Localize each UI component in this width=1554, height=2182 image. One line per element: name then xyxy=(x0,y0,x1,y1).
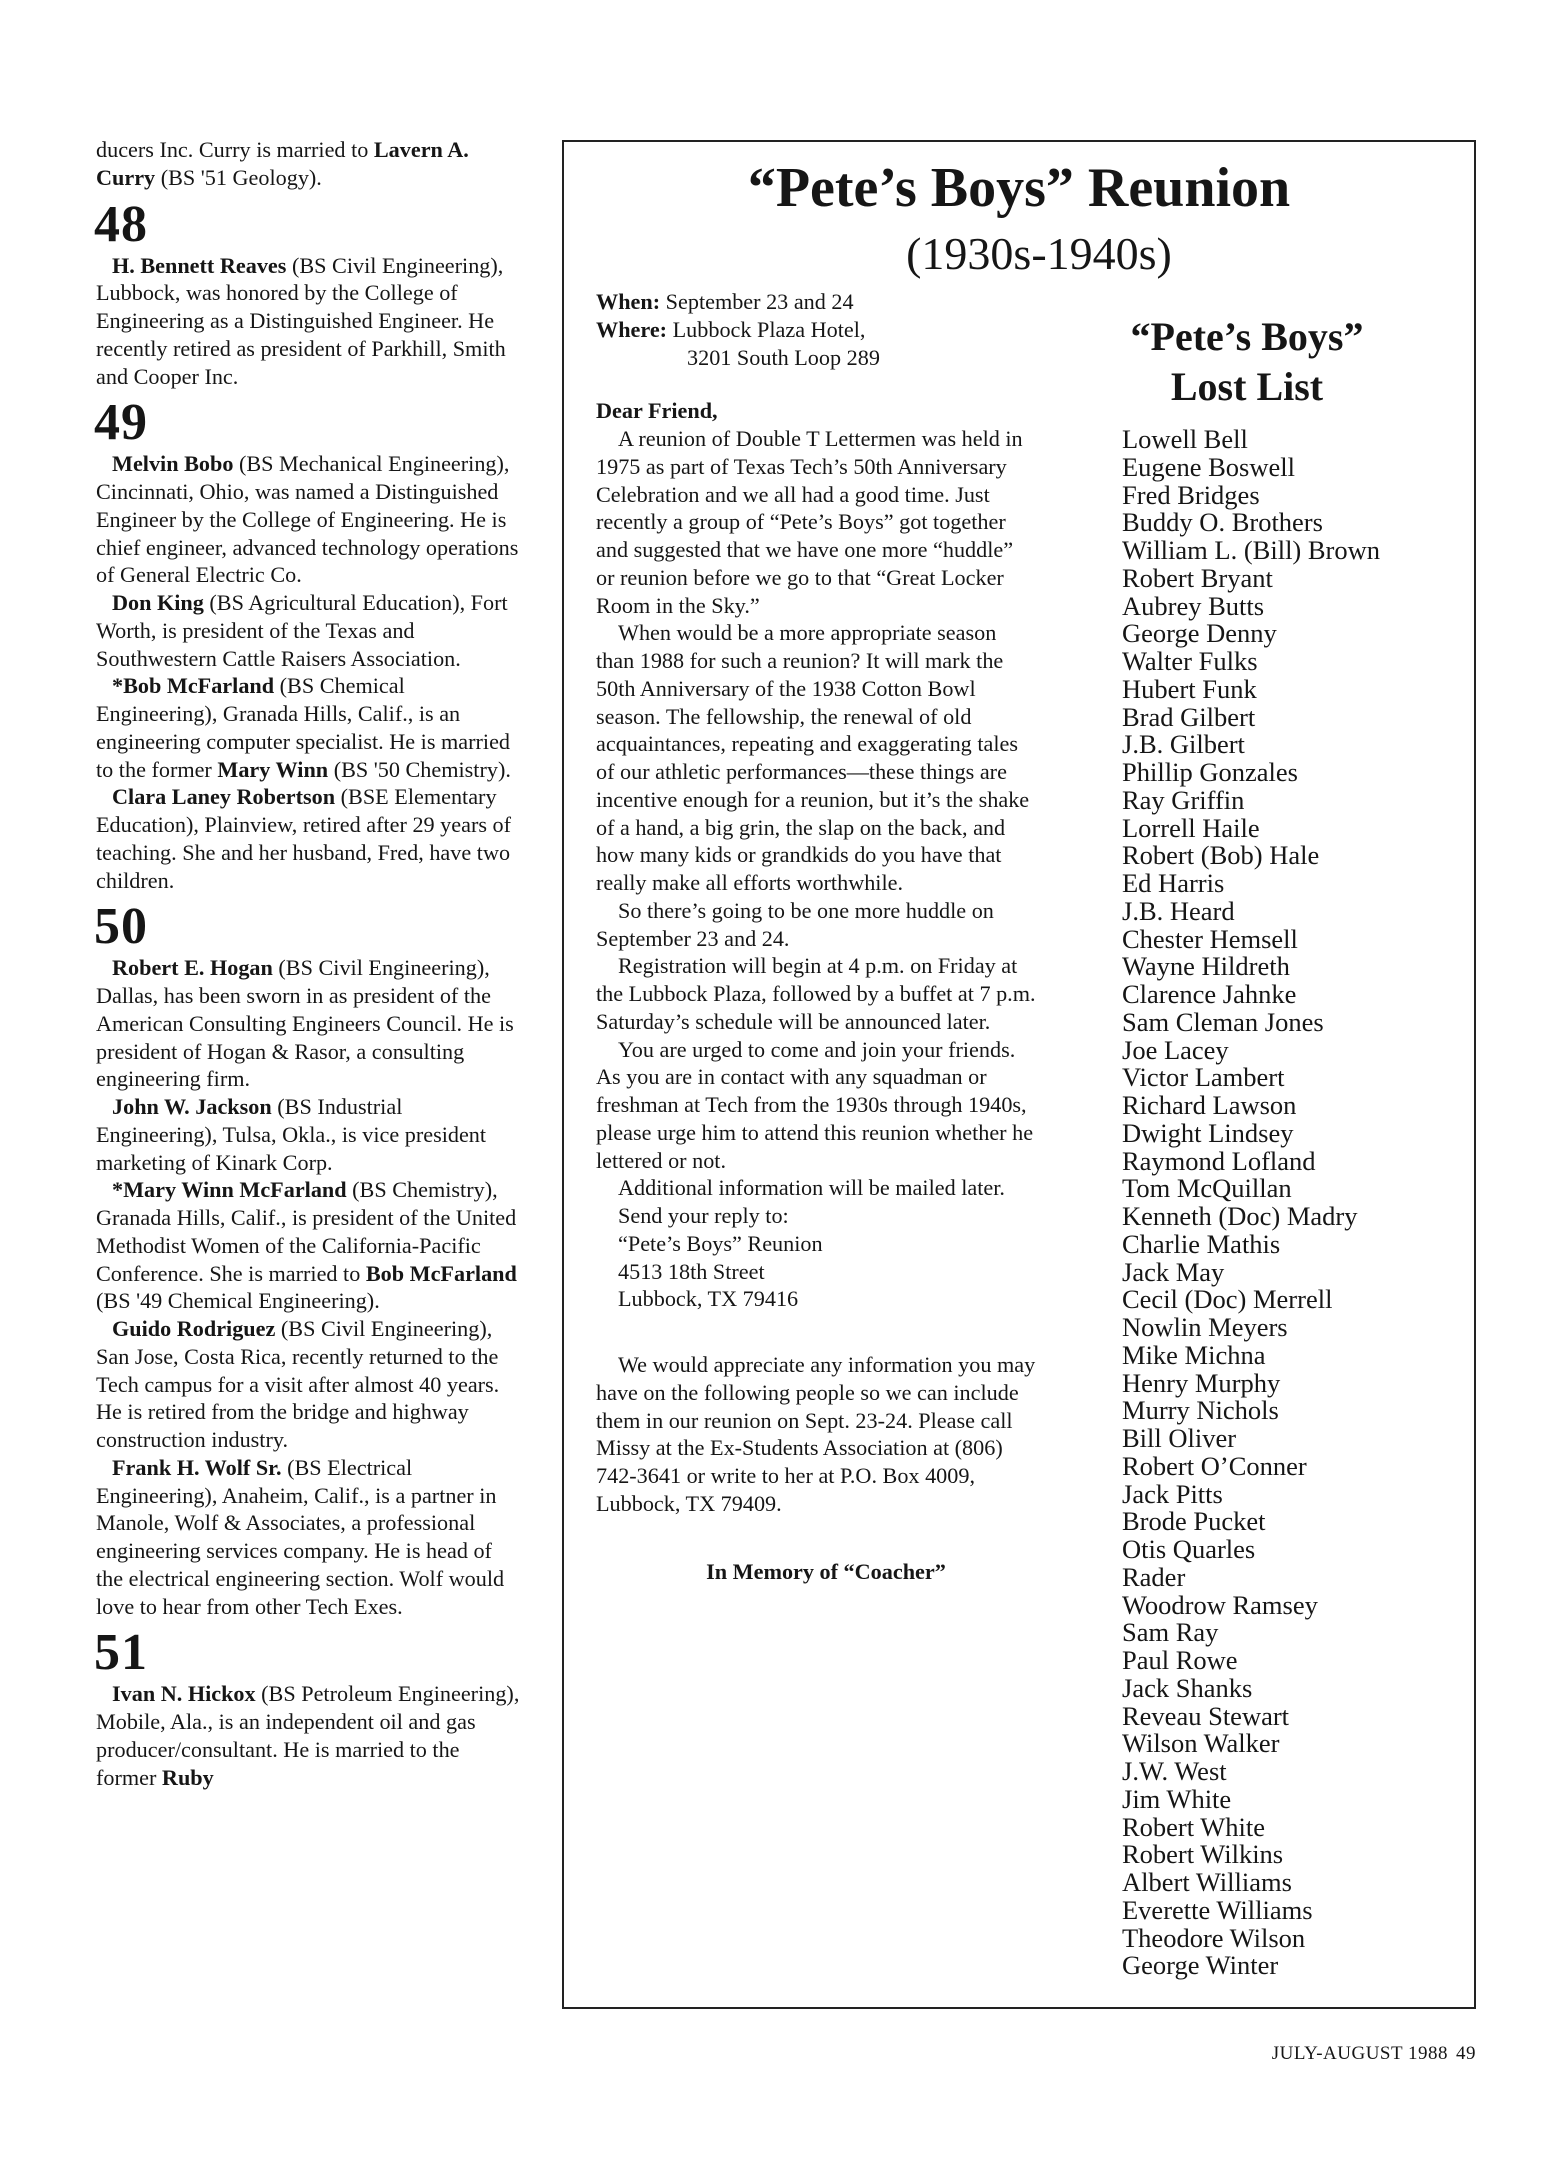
when-label: When: xyxy=(596,289,661,314)
entry-text: (BS Chemistry), Granada Hills, Calif., is president of the United Methodist Women of the California-Pacific Conference. She is married to xyxy=(96,1177,517,1286)
lost-list-name: Robert White xyxy=(1122,1811,1266,1842)
lost-list-name: Fred Bridges xyxy=(1122,479,1260,510)
lost-list-name: Jack Pitts xyxy=(1122,1478,1223,1509)
lost-list-title-line: Lost List xyxy=(1170,364,1324,409)
entry-text: (BS '49 Chemical Engineering). xyxy=(96,1288,380,1314)
reunion-letter xyxy=(596,288,1036,1585)
alumni-name: *Mary Winn McFarland xyxy=(112,1177,347,1203)
entry-text: (BS Mechanical Engineering), Cincinnati, Ohio, was named a Distinguished Engineer by the College of Engineering. He is chief engineer, advanced technology operations of General Electric Co. xyxy=(96,451,519,588)
lost-list-name: Phillip Gonzales xyxy=(1122,757,1298,787)
lost-list-name: Richard Lawson xyxy=(1122,1090,1297,1120)
salutation: Dear Friend, xyxy=(596,398,718,424)
page-footer xyxy=(1272,2043,1476,2065)
lost-list-name: Victor Lambert xyxy=(1122,1062,1285,1093)
spouse-name: Mary Winn xyxy=(217,756,329,782)
lost-list-name: Tom McQuillan xyxy=(1122,1173,1292,1204)
year-heading: 50 xyxy=(94,898,148,956)
class-note-entry xyxy=(96,1315,522,1454)
lost-list-name: Robert (Bob) Hale xyxy=(1122,840,1320,871)
alumni-name: Frank H. Wolf Sr. xyxy=(112,1454,282,1480)
lost-list-name: Ray Griffin xyxy=(1122,784,1245,815)
lost-list-name: Joe Lacey xyxy=(1122,1034,1229,1065)
class-note-entry xyxy=(96,589,522,672)
lost-list-name: Brad Gilbert xyxy=(1122,701,1256,732)
alumni-name: John W. Jackson xyxy=(112,1094,272,1119)
issue-date: JULY-AUGUST 1988 xyxy=(1271,2043,1448,2064)
lost-list-title-line: “Pete’s Boys” xyxy=(1130,314,1364,359)
reunion-announcement-box xyxy=(562,140,1476,2009)
class-note-entry xyxy=(96,252,522,391)
class-note-entry xyxy=(96,1680,522,1791)
lost-list-name: Wayne Hildreth xyxy=(1122,951,1290,982)
lost-list-name: Robert O’Conner xyxy=(1122,1450,1307,1481)
lost-list-name: Dwight Lindsey xyxy=(1122,1117,1294,1148)
intro-rest: (BS '51 Geology). xyxy=(155,164,322,190)
lost-list-name: Theodore Wilson xyxy=(1122,1922,1306,1953)
when-line xyxy=(596,288,1036,316)
alumni-name: H. Bennett Reaves xyxy=(112,252,287,278)
lost-list-name: George Denny xyxy=(1122,618,1277,649)
entry-text: (BS Petroleum Engineering), Mobile, Ala., is an independent oil and gas producer/consultant. He is married to the former xyxy=(96,1681,520,1790)
lost-list-name: Paul Rowe xyxy=(1122,1645,1238,1675)
lost-list-name: Cecil (Doc) Merrell xyxy=(1122,1284,1333,1315)
lost-list-name: Kenneth (Doc) Madry xyxy=(1122,1201,1358,1231)
class-note-entry xyxy=(96,1454,522,1621)
entry-text: (BS '50 Chemistry). xyxy=(328,756,511,782)
entry-text: (BS Agricultural Education), Fort Worth, is president of the Texas and Southwestern Cattle Raisers Association. xyxy=(96,590,508,671)
where-value: Lubbock Plaza Hotel, xyxy=(672,316,866,342)
lost-list-name: J.W. West xyxy=(1122,1756,1227,1786)
alumni-name: *Bob McFarland xyxy=(112,673,275,699)
class-note-entry xyxy=(96,1176,522,1315)
where-label: Where: xyxy=(596,316,668,342)
lost-list-name: Ed Harris xyxy=(1122,868,1225,898)
lost-list-section xyxy=(1122,312,1462,1980)
reunion-subtitle: (1930s-1940s) xyxy=(906,228,1172,279)
lost-list-name: Raymond Lofland xyxy=(1122,1145,1316,1176)
letter-paragraph: A reunion of Double T Lettermen was held in 1975 as part of Texas Tech’s 50th Anniversary Celebration and we all had a good time. Just recently a group of “Pete’s Boys” got together and suggested that we have one more “huddle” or reunion before we go to that “Great Locker Room in the Sky.” xyxy=(596,426,1023,618)
class-note-entry xyxy=(96,954,522,1093)
lost-list-name: Chester Hemsell xyxy=(1122,923,1298,954)
info-request-paragraph: We would appreciate any information you may have on the following people so we can include them in our reunion on Sept. 23-24. Please call Missy at the Ex-Students Association at (806) 742-3641 or write to her at P.O. Box 4009, Lubbock, TX 79409. xyxy=(596,1352,1036,1516)
lost-list-name: Everette Williams xyxy=(1122,1894,1313,1925)
alumni-name: Ivan N. Hickox xyxy=(112,1681,256,1707)
class-note-entry xyxy=(96,1093,522,1176)
class-note-entry xyxy=(96,450,522,589)
lost-list-name: Sam Ray xyxy=(1122,1617,1219,1648)
lost-list-name: Mike Michna xyxy=(1122,1339,1266,1370)
lost-list-name: Buddy O. Brothers xyxy=(1122,507,1323,538)
lost-names-list xyxy=(1122,426,1462,1980)
lost-list-name: J.B. Heard xyxy=(1122,895,1235,926)
lost-list-name: Sam Cleman Jones xyxy=(1122,1006,1324,1037)
page-number: 49 xyxy=(1456,2043,1476,2064)
class-notes-column xyxy=(96,136,522,1791)
year-heading: 48 xyxy=(94,195,148,253)
alumni-name: Guido Rodriguez xyxy=(112,1316,276,1341)
lost-list-name: J.B. Gilbert xyxy=(1122,729,1245,760)
lost-list-name: Lorrell Haile xyxy=(1122,812,1260,843)
lost-list-name: Jack Shanks xyxy=(1122,1672,1253,1703)
reply-address-line: Lubbock, TX 79416 xyxy=(618,1286,799,1312)
lost-list-name: Clarence Jahnke xyxy=(1122,979,1297,1009)
where-address: 3201 South Loop 289 xyxy=(687,344,880,370)
entry-text: (BS Chemical Engineering), Granada Hills, Calif., is an engineering computer specialist. He is married to the former xyxy=(96,673,511,782)
entry-text: (BS Civil Engineering), Lubbock, was honored by the College of Engineering as a Distinguished Engineer. He recently retired as president of Parkhill, Smith and Cooper Inc. xyxy=(96,252,506,389)
alumni-name: Robert E. Hogan xyxy=(112,955,273,981)
lost-list-name: Aubrey Butts xyxy=(1122,590,1265,621)
entry-text: (BS Civil Engineering), San Jose, Costa Rica, recently returned to the Tech campus for a visit after almost 40 years. He is retired from the bridge and highway construction industry. xyxy=(96,1316,500,1452)
lost-list-name: Robert Bryant xyxy=(1122,562,1273,593)
lost-list-title xyxy=(1102,312,1392,412)
entry-text: (BSE Elementary Education), Plainview, retired after 29 years of teaching. She and her husband, Fred, have two children. xyxy=(96,784,512,893)
entry-text: (BS Electrical Engineering), Anaheim, Calif., is a partner in Manole, Wolf & Associates, a professional engineering services company. He is head of the electrical engineering section. Wolf would love to hear from other Tech Exes. xyxy=(96,1454,505,1619)
spouse-name: Bob McFarland xyxy=(365,1260,517,1286)
year-heading: 51 xyxy=(94,1624,148,1682)
lost-list-name: Otis Quarles xyxy=(1122,1534,1256,1564)
class-note-entry xyxy=(96,672,522,783)
reply-intro: Send your reply to: xyxy=(618,1203,789,1228)
intro-name: Lavern A. Curry xyxy=(96,137,469,190)
reply-address-line: 4513 18th Street xyxy=(618,1258,765,1284)
lost-list-name: William L. (Bill) Brown xyxy=(1122,535,1381,565)
spouse-name: Ruby xyxy=(161,1764,214,1790)
class-note-entry xyxy=(96,783,522,894)
lost-list-name: Nowlin Meyers xyxy=(1122,1312,1288,1342)
letter-paragraph: When would be a more appropriate season than 1988 for such a reunion? It will mark the 50th Anniversary of the 1938 Cotton Bowl season. The fellowship, the renewal of old acquaintances, repeating and exaggerating tales of our athletic performances—these things are incentive enough for a reunion, but it’s the shake of a hand, a big grin, the slap on the back, and how many kids or grandkids do you have that really make all efforts worthwhile. xyxy=(596,620,1030,895)
intro-text: ducers Inc. Curry is married to xyxy=(96,137,374,162)
lost-list-name: Reveau Stewart xyxy=(1122,1700,1290,1731)
entry-text: (BS Industrial Engineering), Tulsa, Okla., is vice president marketing of Kinark Corp. xyxy=(96,1094,487,1175)
letter-paragraph: Registration will begin at 4 p.m. on Friday at the Lubbock Plaza, followed by a buffet at 7 p.m. Saturday’s schedule will be announced later. xyxy=(596,953,1036,1034)
lost-list-name: Hubert Funk xyxy=(1122,673,1257,704)
alumni-name: Clara Laney Robertson xyxy=(112,784,336,810)
lost-list-name: Robert Wilkins xyxy=(1122,1839,1284,1870)
lost-list-name: Brode Pucket xyxy=(1122,1506,1266,1537)
when-value: September 23 and 24 xyxy=(665,289,854,314)
year-heading: 49 xyxy=(94,394,148,452)
alumni-name: Melvin Bobo xyxy=(112,451,234,477)
memorial-line: In Memory of “Coacher” xyxy=(706,1558,946,1584)
lost-list-name: Wilson Walker xyxy=(1122,1728,1280,1759)
lost-list-name: George Winter xyxy=(1122,1950,1279,1981)
lost-list-name: Murry Nichols xyxy=(1122,1395,1279,1426)
lost-list-name: Eugene Boswell xyxy=(1122,451,1295,482)
letter-paragraph: Additional information will be mailed later. xyxy=(618,1175,1005,1201)
lost-list-name: Albert Williams xyxy=(1122,1867,1292,1897)
lost-list-name: Jim White xyxy=(1122,1783,1232,1814)
letter-paragraph: You are urged to come and join your friends. As you are in contact with any squadman or freshman at Tech from the 1930s through 1940s, please urge him to attend this reunion whether he lettered or not. xyxy=(596,1036,1034,1173)
alumni-name: Don King xyxy=(112,590,204,615)
lost-list-name: Walter Fulks xyxy=(1122,646,1258,676)
lost-list-name: Jack May xyxy=(1122,1256,1225,1287)
entry-text: (BS Civil Engineering), Dallas, has been sworn in as president of the American Consulting Engineers Council. He is president of Hogan & Rasor, a consulting engineering firm. xyxy=(96,955,514,1092)
where-line xyxy=(596,316,1036,344)
lost-list-name: Rader xyxy=(1122,1561,1186,1592)
lost-list-name: Charlie Mathis xyxy=(1122,1228,1281,1259)
reunion-title: “Pete’s Boys” Reunion xyxy=(747,157,1291,219)
lost-list-name: Lowell Bell xyxy=(1122,424,1248,454)
lost-list-name: Woodrow Ramsey xyxy=(1122,1589,1318,1620)
reply-address-line: “Pete’s Boys” Reunion xyxy=(618,1230,823,1256)
lost-list-name: Henry Murphy xyxy=(1122,1367,1281,1398)
lost-list-name: Bill Oliver xyxy=(1122,1423,1237,1453)
letter-paragraph: So there’s going to be one more huddle on September 23 and 24. xyxy=(596,897,994,951)
intro-paragraph xyxy=(96,136,522,192)
